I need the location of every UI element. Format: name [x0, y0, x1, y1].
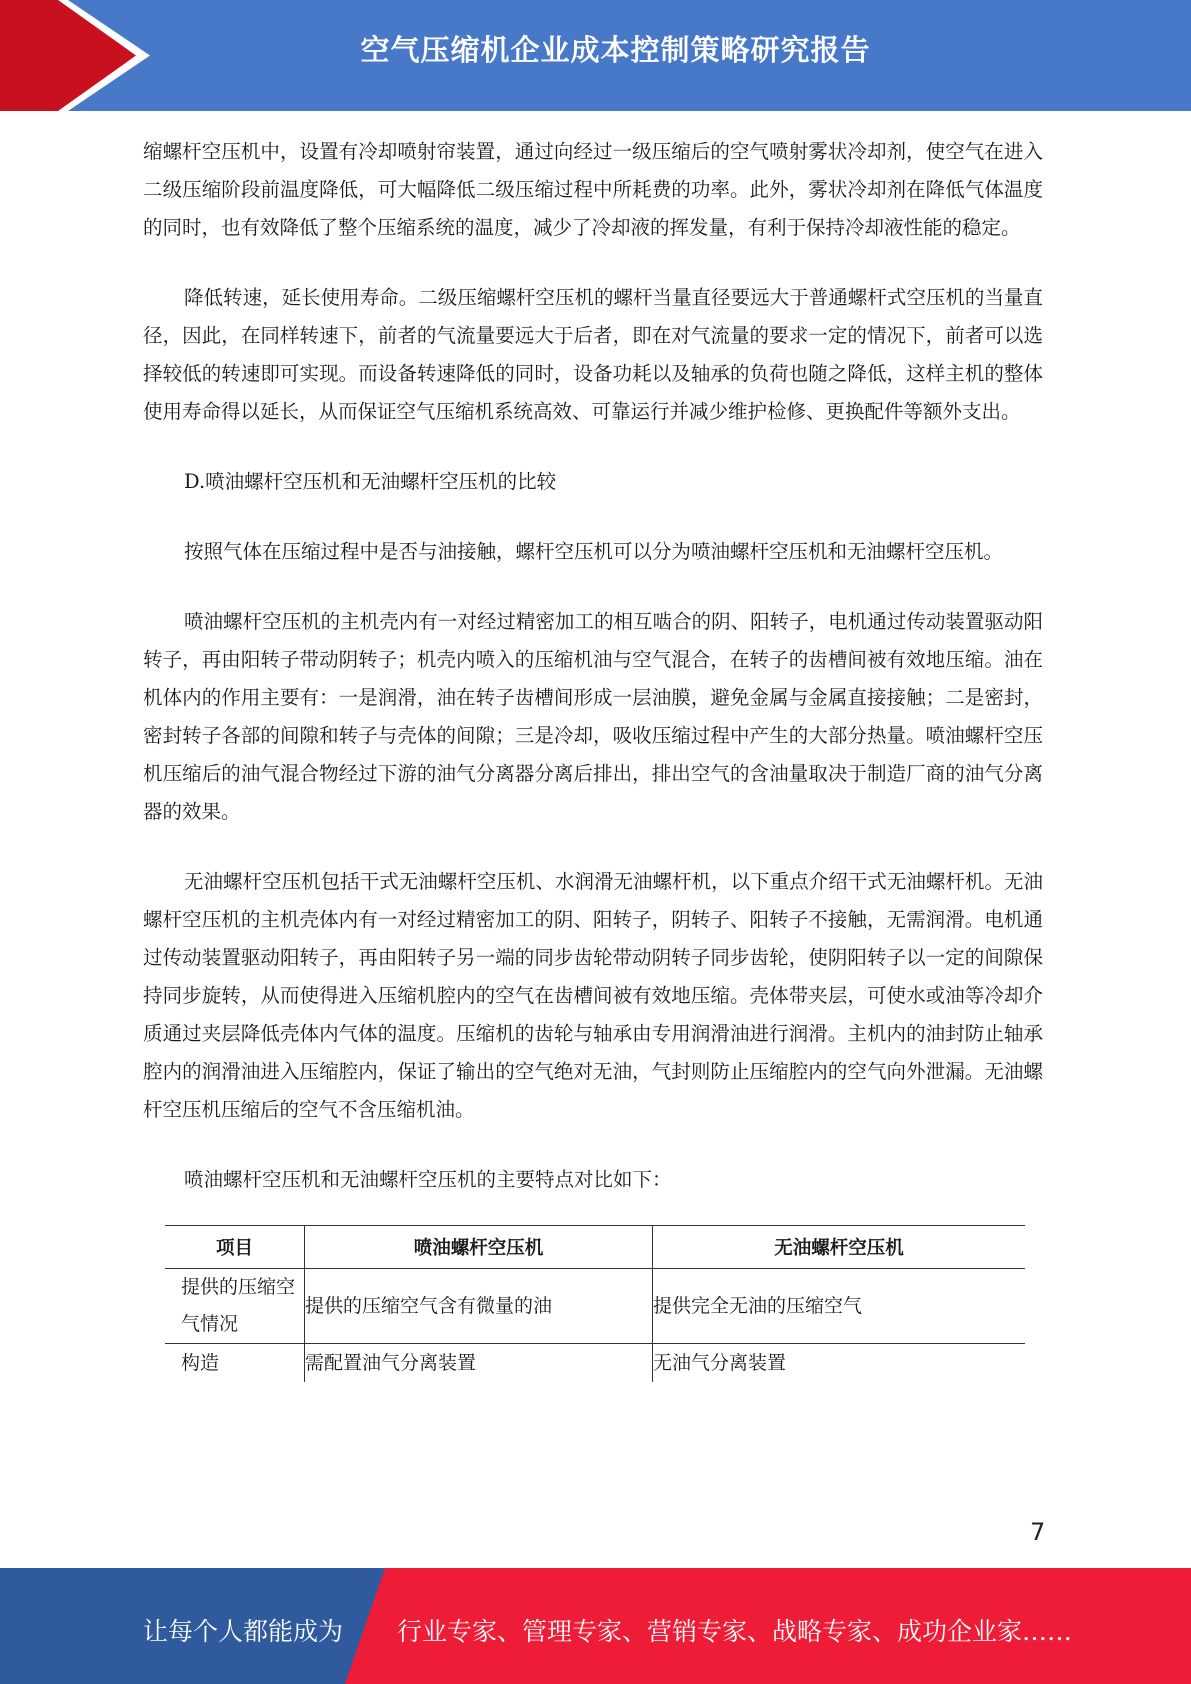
- paragraph-table-intro: 喷油螺杆空压机和无油螺杆空压机的主要特点对比如下：: [184, 1168, 672, 1191]
- table-cell: 无油气分离装置: [653, 1344, 1026, 1383]
- table-cell: 提供的压缩空气情况: [165, 1269, 305, 1344]
- footer-slogan-left: 让每个人都能成为: [143, 1617, 344, 1646]
- document-title: 空气压缩机企业成本控制策略研究报告: [360, 33, 871, 67]
- table-header-cell: 无油螺杆空压机: [653, 1226, 1026, 1269]
- page-content: [143, 133, 1043, 1382]
- paragraph-2: 降低转速，延长使用寿命。二级压缩螺杆空压机的螺杆当量直径要远大于普通螺杆式空压机的当量直径，因此，在同样转速下，前者的气流量要远大于后者，即在对气流量的要求一定的情况下，前者可以选择较低的转速即可实现。而设备转速降低的同时，设备功耗以及轴承的负荷也随之降低，这样主机的整体使用寿命得以延长，从而保证空气压缩机系统高效、可靠运行并减少维护检修、更换配件等额外支出。: [143, 286, 1043, 423]
- table-header-row: [165, 1226, 1025, 1269]
- table-cell: 提供的压缩空气含有微量的油: [305, 1269, 653, 1344]
- table-cell: 需配置油气分离装置: [305, 1344, 653, 1383]
- table-cell: 构造: [181, 1351, 220, 1374]
- header-banner: [0, 0, 1191, 111]
- table-header-cell: 喷油螺杆空压机: [305, 1226, 653, 1269]
- table-header-cell: 项目: [165, 1226, 305, 1269]
- page-number: 7: [1030, 1518, 1046, 1546]
- paragraph-5: 无油螺杆空压机包括干式无油螺杆空压机、水润滑无油螺杆机，以下重点介绍干式无油螺杆机。无油螺杆空压机的主机壳体内有一对经过精密加工的阴、阳转子，阴转子、阳转子不接触，无需润滑。电机通过传动装置驱动阳转子，再由阳转子另一端的同步齿轮带动阴转子同步齿轮，使阴阳转子以一定的间隙保持同步旋转，从而使得进入压缩机腔内的空气在齿槽间被有效地压缩。壳体带夹层，可使水或油等冷却介质通过夹层降低壳体内气体的温度。压缩机的齿轮与轴承由专用润滑油进行润滑。主机内的油封防止轴承腔内的润滑油进入压缩腔内，保证了输出的空气绝对无油，气封则防止压缩腔内的空气向外泄漏。无油螺杆空压机压缩后的空气不含压缩机油。: [143, 870, 1043, 1121]
- table-row: [165, 1269, 1025, 1344]
- footer-banner: [0, 1568, 1191, 1684]
- footer-slogan-right: 行业专家、管理专家、营销专家、战略专家、成功企业家……: [397, 1617, 1073, 1646]
- paragraph-3: 按照气体在压缩过程中是否与油接触，螺杆空压机可以分为喷油螺杆空压机和无油螺杆空压机。: [184, 540, 1004, 563]
- table-row: [165, 1344, 1025, 1383]
- paragraph-1: 缩螺杆空压机中，设置有冷却喷射帘装置，通过向经过一级压缩后的空气喷射雾状冷却剂，使空气在进入二级压缩阶段前温度降低，可大幅降低二级压缩过程中所耗费的功率。此外，雾状冷却剂在降低气体温度的同时，也有效降低了整个压缩系统的温度，减少了冷却液的挥发量，有利于保持冷却液性能的稳定。: [143, 140, 1043, 239]
- paragraph-4: 喷油螺杆空压机的主机壳内有一对经过精密加工的相互啮合的阴、阳转子，电机通过传动装置驱动阳转子，再由阳转子带动阴转子；机壳内喷入的压缩机油与空气混合，在转子的齿槽间被有效地压缩。油在机体内的作用主要有：一是润滑，油在转子齿槽间形成一层油膜，避免金属与金属直接接触；二是密封，密封转子各部的间隙和转子与壳体的间隙；三是冷却，吸收压缩过程中产生的大部分热量。喷油螺杆空压机压缩后的油气混合物经过下游的油气分离器分离后排出，排出空气的含油量取决于制造厂商的油气分离器的效果。: [143, 610, 1043, 823]
- table-cell: 提供完全无油的压缩空气: [653, 1269, 1026, 1344]
- section-heading: D.喷油螺杆空压机和无油螺杆空压机的比较: [184, 470, 557, 493]
- comparison-table: [165, 1225, 1025, 1382]
